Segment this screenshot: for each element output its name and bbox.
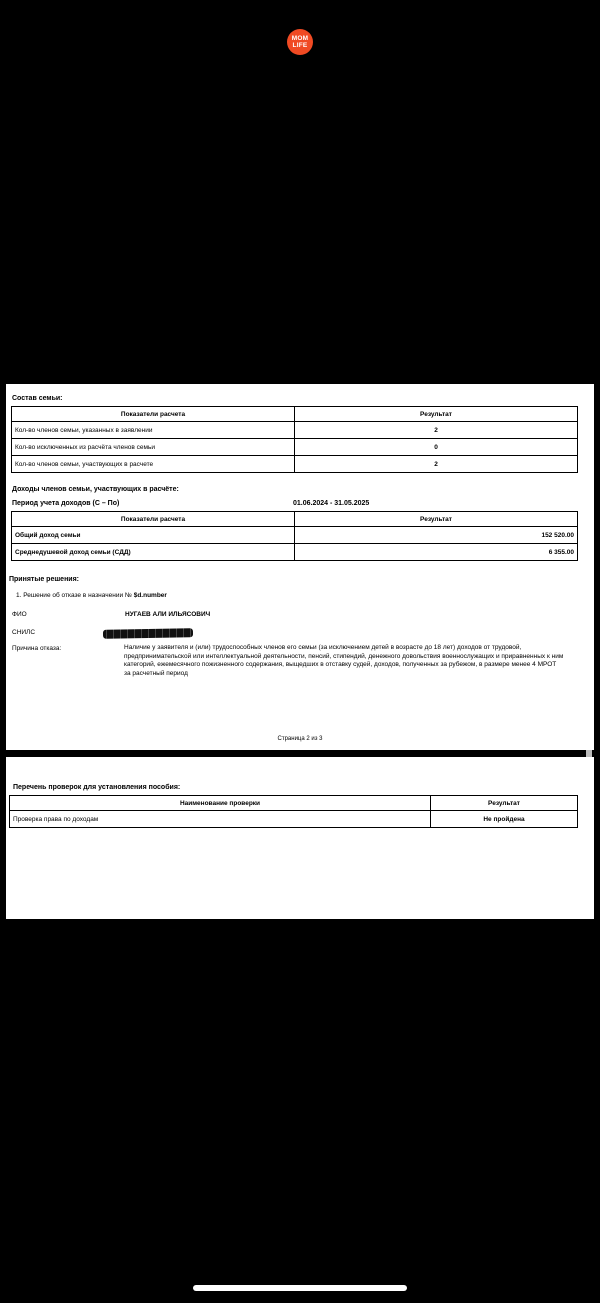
logo-line-2: LIFE [292, 42, 308, 49]
page-edge-mark [586, 750, 592, 757]
fio-value: НУГАЕВ АЛИ ИЛЬЯСОВИЧ [125, 611, 211, 618]
income-row-value: 152 520.00 [295, 527, 578, 544]
checks-header-result: Результат [431, 796, 578, 811]
home-indicator[interactable] [193, 1285, 407, 1291]
check-row-label: Проверка права по доходам [10, 811, 431, 828]
family-row-label: Кол-во членов семьи, указанных в заявлении [12, 422, 295, 439]
page-number: Страница 2 из 3 [277, 736, 323, 742]
family-row-label: Кол-во исключенных из расчёта членов семьи [12, 439, 295, 456]
family-header-indicator: Показатели расчета [12, 407, 295, 422]
family-row-value: 2 [295, 456, 578, 473]
logo-line-1: MOM [291, 35, 309, 42]
family-row-value: 2 [295, 422, 578, 439]
income-table [11, 511, 578, 561]
snils-label: СНИЛС [12, 629, 36, 636]
checks-header-name: Наименование проверки [10, 796, 431, 811]
family-table [11, 406, 578, 473]
redacted-snils [103, 628, 193, 639]
family-header-result: Результат [295, 407, 578, 422]
checks-section-title: Перечень проверок для установления пособия: [13, 784, 181, 791]
income-row-value: 6 355.00 [295, 544, 578, 561]
family-row-value: 0 [295, 439, 578, 456]
income-header-result: Результат [295, 512, 578, 527]
income-header-indicator: Показатели расчета [12, 512, 295, 527]
income-period-value: 01.06.2024 - 31.05.2025 [293, 500, 370, 507]
table-row [12, 422, 578, 439]
reason-text: Наличие у заявителя и (или) трудоспособных членов его семьи (за исключением детей в возрасте до 18 лет) доходов от трудовой, предпринимательской или интеллектуальной деятельности, пенсий, стипендий, денежного довольствия военнослужащих и приравненных к ним категорий, ежемесячного пожизненного содержания, выщедших в отставку судей, доходов, полученных за рубежом, в размере менее 4 МРОТ за расчетный период [124, 644, 564, 677]
fio-label: ФИО [12, 611, 27, 618]
table-row [12, 527, 578, 544]
income-section-title: Доходы членов семьи, участвующих в расчёте: [12, 486, 179, 493]
check-row-value: Не пройдена [431, 811, 578, 828]
reason-label: Причина отказа: [12, 645, 62, 652]
income-period-label: Период учета доходов (С – По) [12, 500, 120, 507]
table-row [12, 439, 578, 456]
family-section-title: Состав семьи: [12, 395, 63, 402]
family-row-label: Кол-во членов семьи, участвующих в расчете [12, 456, 295, 473]
table-row [12, 544, 578, 561]
document-page-2 [6, 384, 594, 750]
income-row-label: Общий доход семьи [12, 527, 295, 544]
mom-life-logo [287, 29, 313, 55]
table-row [12, 456, 578, 473]
decision-item [16, 592, 167, 599]
decision-number: $d.number [133, 592, 167, 599]
table-row [10, 811, 578, 828]
checks-table [9, 795, 578, 828]
document-page-3 [6, 757, 594, 919]
decisions-section-title: Принятые решения: [9, 576, 80, 583]
decision-item-text: 1. Решение об отказе в назначении № [16, 592, 132, 599]
income-row-label: Среднедушевой доход семьи (СДД) [12, 544, 295, 561]
